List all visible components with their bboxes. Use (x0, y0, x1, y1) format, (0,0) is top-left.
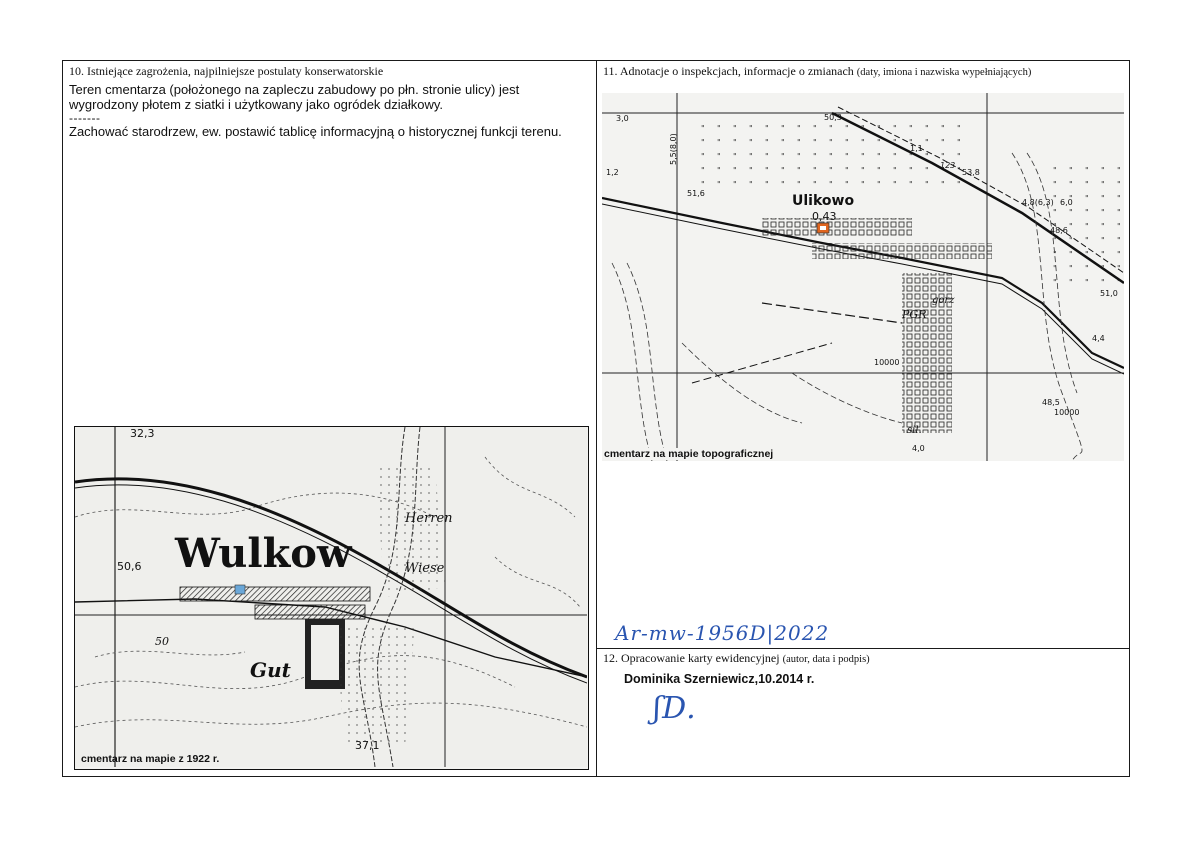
herren-label: Herren (405, 511, 453, 526)
gut-label: Gut (250, 658, 291, 682)
signature: ʃD. (653, 691, 697, 726)
historic-map-caption: cmentarz na mapie z 1922 r. (81, 753, 220, 765)
cemetery-area-label: 0,43 (812, 210, 837, 223)
cemetery-marker-historic (235, 585, 245, 594)
author-and-date: Dominika Szerniewicz,10.2014 r. (624, 672, 815, 686)
section-11-title (603, 65, 1031, 79)
wiese-label: Wiese (405, 561, 445, 576)
section-12-title-main: 12. Opracowanie karty ewidencyjnej (603, 651, 780, 665)
elev-516: 51,6 (687, 189, 705, 198)
postulate-line: Zachować starodrzew, ew. postawić tablicę informacyjną o historycznej funkcji terenu. (69, 124, 562, 139)
text-separator: ------- (69, 111, 101, 125)
contour-label: 50 (155, 635, 169, 648)
elev-60: 6,0 (1060, 198, 1073, 207)
pgr-label: PGR (902, 308, 927, 321)
elev-486: 48,6 (1050, 226, 1068, 235)
elev-44: 4,4 (1092, 334, 1105, 343)
elev-503: 50,3 (824, 113, 842, 122)
handwritten-reference: Ar-mw-1956D|2022 (615, 621, 830, 645)
road-width-right: 4,8(6,3) (1022, 198, 1054, 207)
num-10000-a: 10000 (874, 358, 900, 367)
topographic-map (602, 93, 1124, 461)
elev-485: 48,5 (1042, 398, 1060, 407)
elev-11: 1,1 (910, 144, 923, 153)
section-divider (596, 648, 1129, 649)
column-divider (596, 61, 597, 777)
elev-51: 51,0 (1100, 289, 1118, 298)
section-10-title: 10. Istniejące zagrożenia, najpilniejsze postulaty konserwatorskie (69, 64, 384, 78)
section-11-title-main: 11. Adnotacje o inspekcjach, informacje o zmianach (603, 64, 854, 78)
num-123: 123 (940, 161, 956, 170)
num-10000-b: 10000 (1054, 408, 1080, 417)
section-10-body (69, 82, 589, 139)
elev-538: 53,8 (962, 168, 980, 177)
elevation-left: 50,6 (117, 560, 142, 573)
section-12-title-note: (autor, data i podpis) (782, 654, 870, 665)
elev-40: 4,0 (912, 444, 925, 453)
elevation-top: 32,3 (130, 427, 155, 440)
elev-12: 1,2 (606, 168, 619, 177)
road-width-left: 5,5(8,0) (669, 133, 678, 165)
section-12-title (603, 652, 870, 666)
topographic-map-drawing (602, 93, 1124, 461)
historic-map-drawing (75, 427, 587, 767)
gorz-label: gorz (932, 295, 955, 306)
topographic-map-caption: cmentarz na mapie topograficznej (604, 448, 774, 460)
elev-30: 3,0 (616, 114, 629, 123)
historic-town-name: Wulkow (175, 530, 352, 577)
topo-town-name: Ulikowo (792, 193, 855, 209)
threat-line-2: wygrodzony płotem z siatki i użytkowany jako ogródek działkowy. (69, 97, 444, 112)
section-11-title-note: (daty, imiona i nazwiska wypełniających) (856, 67, 1032, 78)
threat-line-1: Teren cmentarza (położonego na zapleczu zabudowy po płn. stronie ulicy) jest (69, 82, 520, 97)
record-card-frame (62, 60, 1130, 777)
sil-label: sil. (907, 425, 922, 436)
historic-map-1922 (74, 426, 589, 770)
elevation-bottom: 37,1 (355, 739, 380, 752)
